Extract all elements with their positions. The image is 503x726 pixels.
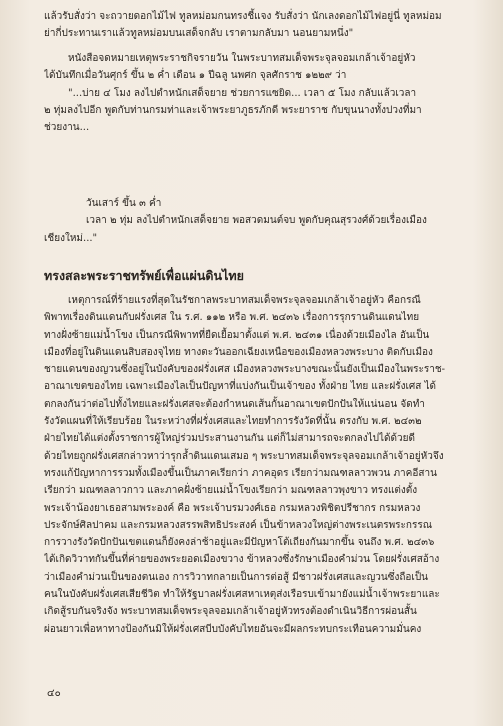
text-line: ตกลงกันว่าต่อไปทั้งไทยและฝรั่งเศสจะต้องกำหนดเส้นกั้นอาณาเขตปักปันให้แน่นอน จัดทำ: [44, 398, 425, 410]
text-line: อาณาเขตของไทย เฉพาะเมืองไลเป็นปัญหาที่แบ่งกันเป็นเจ้าของ ทั้งฝ่าย ไทย และฝรั่งเศส ได้: [44, 381, 437, 393]
text-line: แล้วรับสั่งว่า จะถวายดอกไม้ไฟ ทูลหม่อมกนทรงชี้แจง รับสั่งว่า นักเลงดอกไม้ไฟอยู่นี่ ทูลหม่อม: [44, 11, 442, 22]
text-line: ทางฝั่งซ้ายแม่น้ำโขง เป็นกรณีพิพาทที่ยืดเยื้อมาตั้งแต่ พ.ศ. ๒๔๓๑ เนื่องด้วยเมืองไล อันเป็น: [44, 329, 430, 341]
text-line: เวลา ๒ ทุ่ม ลงไปตำหนักเสด็จยาย พอสวดมนต์จบ พูดกับคุณสุรวงศ์ด้วยเรื่องเมือง: [86, 215, 427, 227]
text-line: ย่ากี่ประทานเราแล้วทูลหม่อมบนเสด็จกลับ เราตามกลับมา นอนยามหนึ่ง": [44, 28, 354, 40]
text-line: ทรงแก้ปัญหาการรวมทั้งเมืองขึ้นเป็นภาคเรียกว่า ภาคอุดร เรียกว่ามณฑลลาวพวน ภาคอีสาน: [44, 467, 437, 479]
text-line: เชียงใหม่...": [44, 232, 98, 244]
text-line: ๒ ทุ่มลงไปอีก พูดกับท่านกรมท่าและเจ้าพระยาภูธรภักดี พระยาราช กับขุนนางทั้งปวงที่มา: [44, 104, 422, 116]
text-line: ด้วยไทยถูกฝรั่งเศสกล่าวหาว่ารุกล้ำดินแดนเสมอ ๆ พระบาทสมเด็จพระจุลจอมเกล้าเจ้าอยู่หัวจึง: [44, 450, 444, 462]
royal-diary-intro: [44, 50, 469, 136]
text-line: เกิดสู้รบกันจริงจัง พระบาทสมเด็จพระจุลจอมเกล้าเจ้าอยู่หัวทรงต้องดำเนินวิธีการผ่อนสั้น: [44, 606, 417, 618]
opening-quote-continuation: [44, 8, 469, 43]
text-line: "...บ่าย ๔ โมง ลงไปตำหนักเสด็จยาย ช่วยการแซยิด... เวลา ๕ โมง กลับแล้วเวลา: [68, 87, 417, 99]
text-line: ชายแดนของญวนซึ่งอยู่ในบังคับของฝรั่งเศส เมืองหลวงพระบางขณะนั้นยังเป็นเมืองในพระราช-: [44, 364, 446, 376]
text-line: วันเสาร์ ขึ้น ๓ ค่ำ: [86, 198, 162, 209]
text-line: รังวัดแผนที่ให้เรียบร้อย ในระหว่างที่ฝรั่งเศสและไทยทำการรังวัดที่นั้น ตรงกับ พ.ศ. ๒๔๓๒: [44, 416, 422, 428]
page-number: ๔๐: [47, 688, 61, 699]
text-line: เหตุการณ์ที่ร้ายแรงที่สุดในรัชกาลพระบาทสมเด็จพระจุลจอมเกล้าเจ้าอยู่หัว คือกรณี: [68, 295, 421, 306]
text-line: พระเจ้าน้องยาเธอสามพระองค์ คือ พระเจ้าบรมวงศ์เธอ กรมหลวงพิชิตปรีชากร กรมหลวง: [44, 502, 421, 514]
section-body: [44, 292, 469, 638]
text-line: เมืองที่อยู่ในดินแดนสิบสองจุไทย ทางตะวันออกเฉียงเหนือของเมืองหลวงพระบาง ติดกับเมือง: [44, 346, 433, 358]
text-line: ว่าเมืองคำม่วนเป็นของตนเอง การวิวาทกลายเป็นการต่อสู้ มีชาวฝรั่งเศสและญวนซึ่งถือเป็น: [44, 571, 429, 583]
section-heading: ทรงสละพระราชทรัพย์เพื่อแผ่นดินไทย: [44, 268, 244, 283]
text-line: ผ่อนยาวเพื่อหาทางป้องกันมิให้ฝรั่งเศสบีบบังคับไทยอันจะมีผลกระทบกระเทือนความมั่นคง: [44, 623, 422, 635]
text-line: ได้เกิดวิวาทกันขึ้นที่ค่ายของพระยอดเมืองขวาง ข้าหลวงซึ่งรักษาเมืองคำม่วน โดยฝรั่งเศสอ้าง: [44, 554, 440, 566]
text-line: ประจักษ์ศิลปาคม และกรมหลวงสรรพสิทธิประสงค์ เป็นข้าหลวงใหญ่ต่างพระเนตรพระกรรณ: [44, 519, 432, 531]
text-line: คนในบังคับฝรั่งเศสเสียชีวิต ทำให้รัฐบาลฝรั่งเศสหาเหตุส่งเรือรบเข้ามายังแม่น้ำเจ้าพระยาและ: [44, 589, 440, 601]
text-line: หนังสือจดหมายเหตุพระราชกิจรายวัน ในพระบาทสมเด็จพระจุลจอมเกล้าเจ้าอยู่หัว: [68, 53, 416, 64]
text-line: เรียกว่า มณฑลลาวกาว และภาคฝั่งซ้ายแม่น้ำโขงเรียกว่า มณฑลลาวพุงขาว ทรงแต่งตั้ง: [44, 485, 418, 497]
text-line: ฝ่ายไทยได้แต่งตั้งราชการผู้ใหญ่ร่วมประสานงานกัน แต่ก็ไม่สามารถจะตกลงไปได้ด้วยดี: [44, 433, 415, 445]
text-line: ได้บันทึกเมื่อวันศุกร์ ขึ้น ๒ ค่ำ เดือน ๑ ปีฉลู นพศก จุลศักราช ๑๒๒๙ ว่า: [44, 70, 347, 82]
text-line: พิพาทเรื่องดินแดนกับฝรั่งเศส ใน ร.ศ. ๑๑๒ หรือ พ.ศ. ๒๔๓๖ เรื่องการรุกรานดินแดนไทย: [44, 312, 420, 324]
text-line: ช่วยงาน...: [44, 122, 90, 134]
text-line: การวางรังวัดปักปันเขตแดนก็ยังคงล่าช้าอยู่และมีปัญหาโต้เถียงกันมากขึ้น จนถึง พ.ศ. ๒๔๓๖: [44, 537, 435, 549]
diary-saturday-entry: [44, 195, 469, 247]
